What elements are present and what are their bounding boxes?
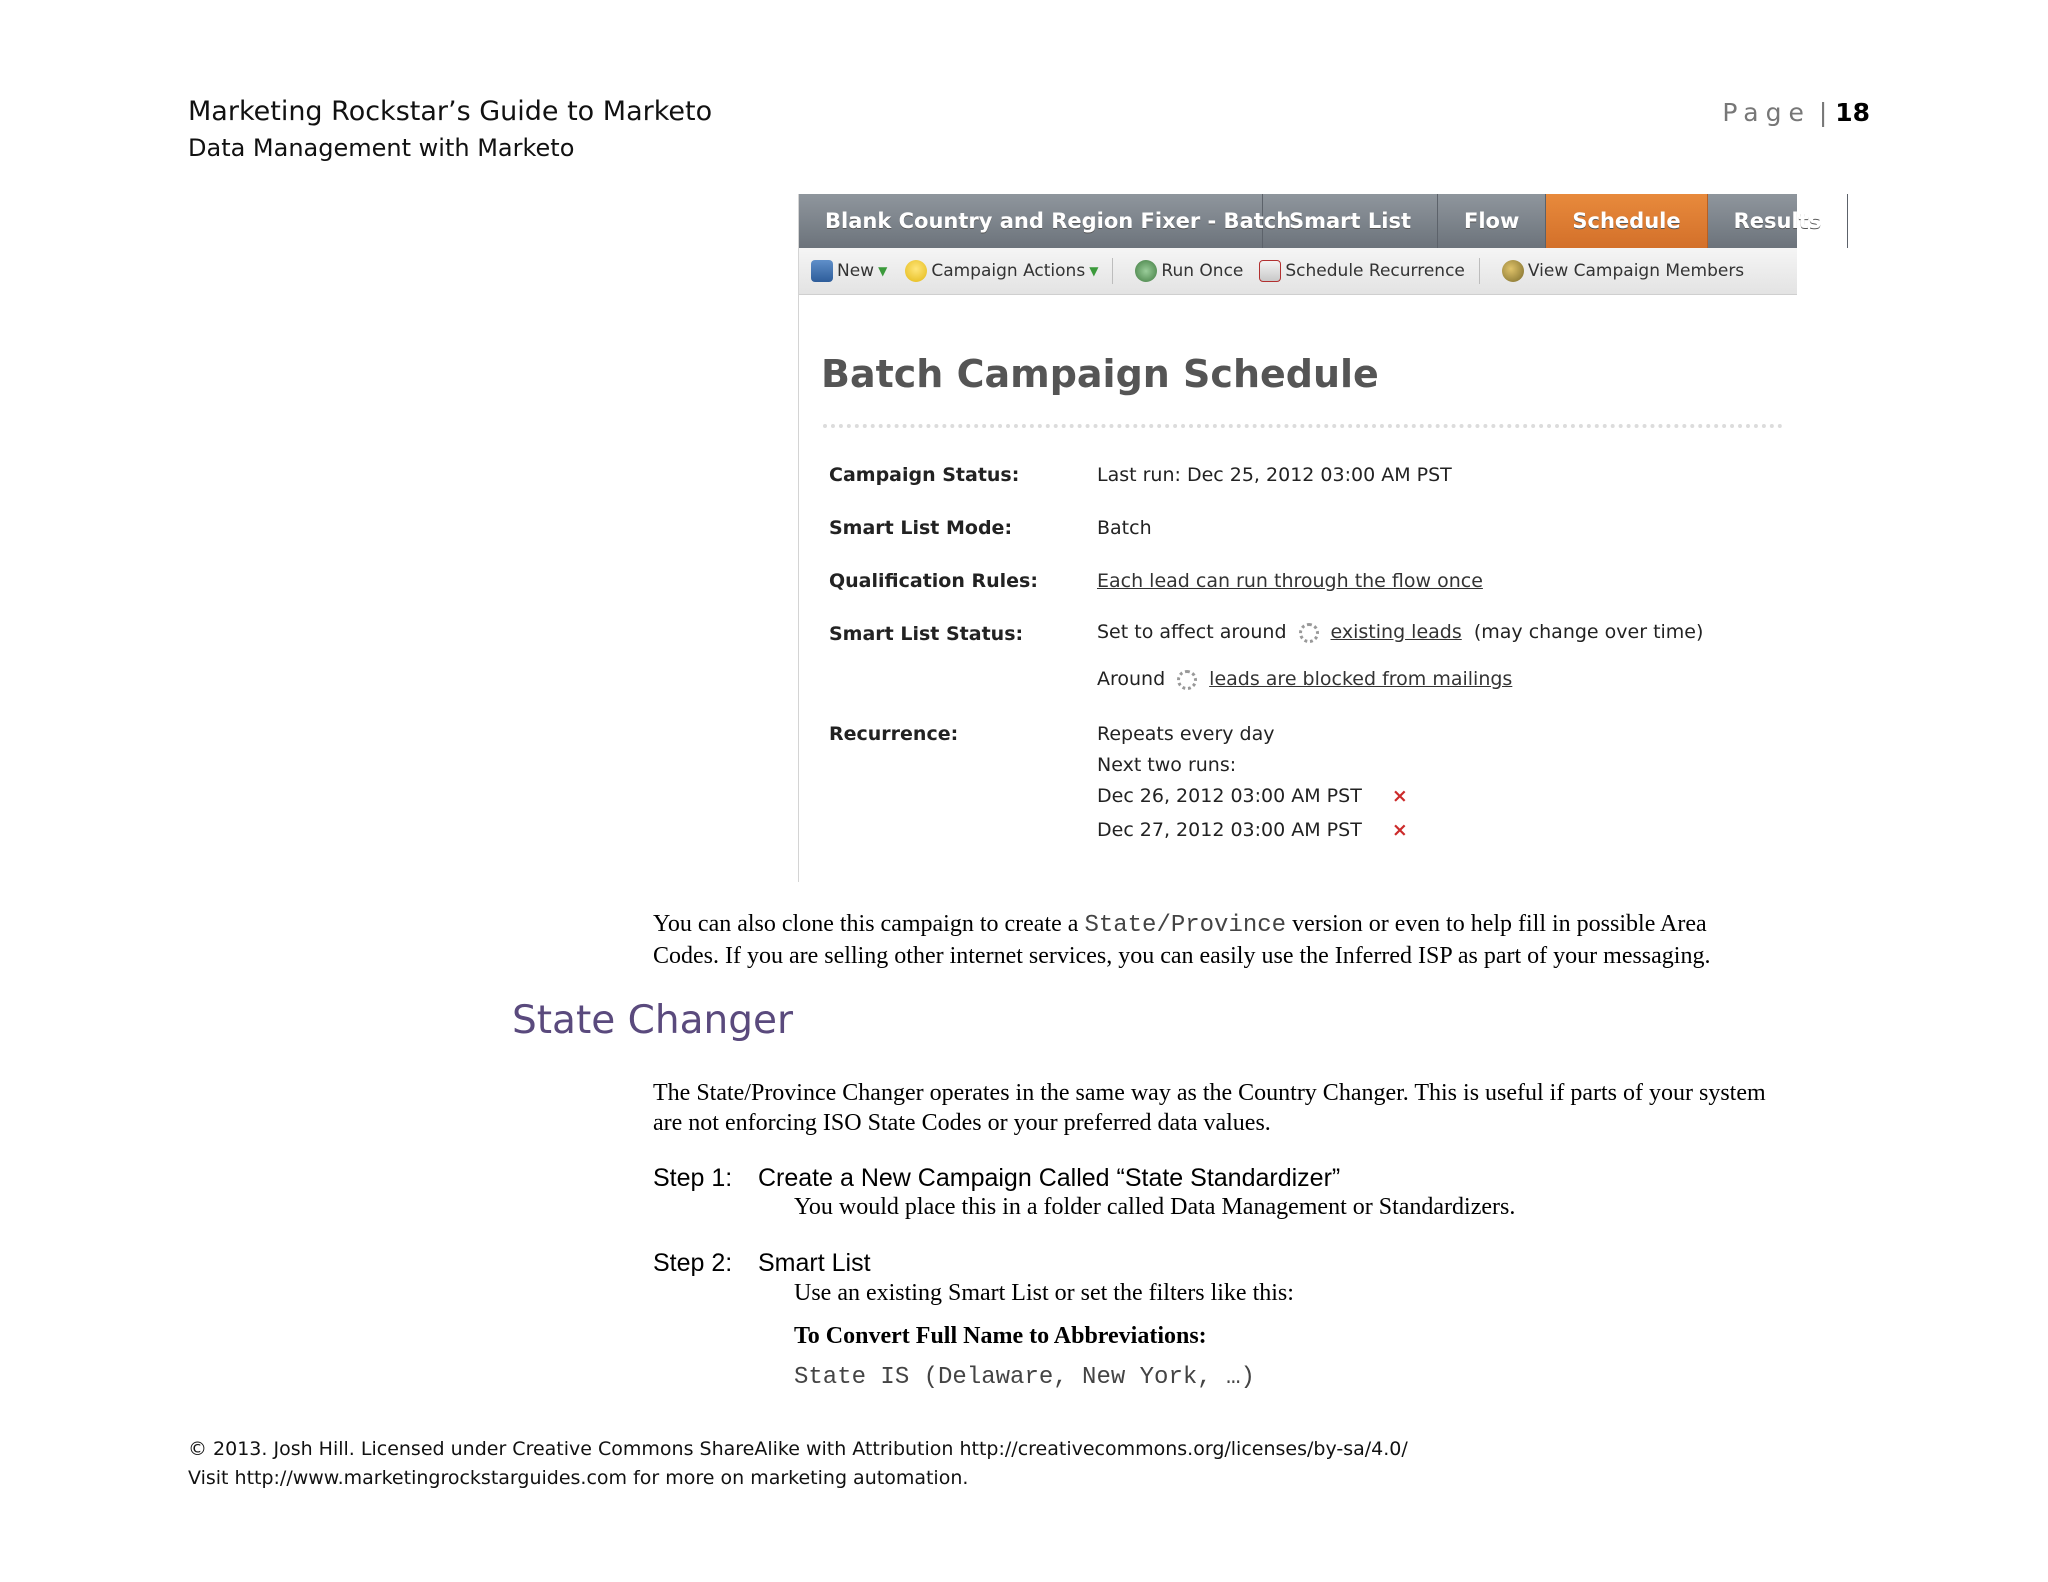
convert-heading: To Convert Full Name to Abbreviations: bbox=[794, 1323, 1207, 1349]
next-run-item bbox=[1097, 819, 1408, 841]
schedule-title: Batch Campaign Schedule bbox=[821, 352, 1379, 396]
next-run-date: Dec 26, 2012 03:00 AM PST bbox=[1097, 785, 1362, 807]
blocked-leads-value bbox=[1097, 668, 1512, 690]
tab-schedule[interactable]: Schedule bbox=[1546, 194, 1707, 248]
set-to-affect-text: Set to affect around bbox=[1097, 621, 1287, 643]
run-once-label: Run Once bbox=[1161, 261, 1244, 281]
toolbar-divider bbox=[1112, 258, 1113, 284]
remove-run-icon[interactable]: × bbox=[1391, 819, 1408, 841]
remove-run-icon[interactable]: × bbox=[1391, 785, 1408, 807]
step-title: Smart List bbox=[758, 1249, 871, 1277]
clone-paragraph-line1 bbox=[653, 909, 1710, 941]
smart-list-mode-label: Smart List Mode: bbox=[829, 517, 1013, 539]
new-label: New bbox=[837, 261, 875, 281]
chevron-down-icon: ▼ bbox=[878, 264, 888, 278]
paragraph-line: The State/Province Changer operates in the same way as the Country Changer. This is useful if parts of your system bbox=[653, 1080, 1766, 1106]
inline-code: State/Province bbox=[1084, 912, 1287, 939]
step-number: Step 2: bbox=[653, 1249, 733, 1277]
loading-spinner-icon bbox=[1299, 623, 1319, 643]
step-1-heading bbox=[653, 1164, 1340, 1193]
page-label: Page bbox=[1722, 98, 1811, 127]
smart-list-mode-value: Batch bbox=[1097, 517, 1152, 539]
next-run-item bbox=[1097, 785, 1408, 807]
may-change-text: (may change over time) bbox=[1473, 621, 1704, 643]
campaign-toolbar bbox=[799, 248, 1797, 295]
toolbar-divider bbox=[1479, 258, 1480, 284]
step-1-text: You would place this in a folder called Data Management or Standardizers. bbox=[794, 1194, 1516, 1220]
around-text: Around bbox=[1097, 668, 1166, 690]
loading-spinner-icon bbox=[1177, 670, 1197, 690]
next-run-date: Dec 27, 2012 03:00 AM PST bbox=[1097, 819, 1362, 841]
text-span: version or even to help fill in possible Area bbox=[1292, 911, 1707, 937]
page-separator: | bbox=[1818, 98, 1828, 127]
paragraph-line: are not enforcing ISO State Codes or your preferred data values. bbox=[653, 1110, 1271, 1136]
step-title: Create a New Campaign Called “State Standardizer” bbox=[758, 1164, 1341, 1192]
section-heading: State Changer bbox=[512, 998, 793, 1043]
view-campaign-members-button[interactable] bbox=[1502, 260, 1744, 282]
page-indicator bbox=[1722, 98, 1870, 127]
state-changer-paragraph bbox=[653, 1078, 1766, 1138]
qualification-rules-link[interactable]: Each lead can run through the flow once bbox=[1097, 570, 1483, 592]
new-icon bbox=[811, 260, 833, 282]
chevron-down-icon: ▼ bbox=[1089, 264, 1099, 278]
qualification-rules-label: Qualification Rules: bbox=[829, 570, 1038, 592]
run-once-button[interactable] bbox=[1135, 260, 1243, 282]
step-2-text: Use an existing Smart List or set the filters like this: bbox=[794, 1280, 1294, 1306]
recurrence-label: Recurrence: bbox=[829, 723, 959, 745]
campaign-status-label: Campaign Status: bbox=[829, 464, 1020, 486]
next-runs-label: Next two runs: bbox=[1097, 754, 1237, 776]
tab-smart-list[interactable]: Smart List bbox=[1263, 194, 1438, 248]
tab-results[interactable]: Results bbox=[1708, 194, 1849, 248]
campaign-actions-label: Campaign Actions bbox=[931, 261, 1086, 281]
campaign-actions-button[interactable] bbox=[905, 260, 1098, 282]
view-members-label: View Campaign Members bbox=[1527, 261, 1745, 281]
tab-flow[interactable]: Flow bbox=[1438, 194, 1546, 248]
calendar-icon bbox=[1259, 260, 1281, 282]
tab-campaign-name[interactable]: Blank Country and Region Fixer - Batch bbox=[799, 194, 1263, 248]
clone-paragraph bbox=[653, 909, 1710, 971]
footer-license: © 2013. Josh Hill. Licensed under Creative Commons ShareAlike with Attribution http://creativecommons.org/licenses/by-sa/4.0/ bbox=[188, 1438, 1408, 1460]
campaign-tab-bar bbox=[799, 194, 1822, 248]
lightbulb-icon bbox=[905, 260, 927, 282]
document-title: Marketing Rockstar’s Guide to Marketo bbox=[188, 96, 713, 127]
schedule-recurrence-button[interactable] bbox=[1259, 260, 1465, 282]
step-number: Step 1: bbox=[653, 1164, 733, 1192]
members-icon bbox=[1502, 260, 1524, 282]
document-subtitle: Data Management with Marketo bbox=[188, 134, 575, 162]
schedule-recurrence-label: Schedule Recurrence bbox=[1285, 261, 1465, 281]
smart-list-status-label: Smart List Status: bbox=[829, 623, 1024, 645]
text-span: You can also clone this campaign to create a bbox=[653, 911, 1079, 937]
clone-paragraph-line2: Codes. If you are selling other internet services, you can easily use the Inferred ISP as part of your messaging. bbox=[653, 943, 1711, 969]
campaign-status-value: Last run: Dec 25, 2012 03:00 AM PST bbox=[1097, 464, 1452, 486]
existing-leads-link[interactable]: existing leads bbox=[1330, 621, 1462, 643]
dotted-divider bbox=[823, 424, 1783, 428]
campaign-schedule-screenshot bbox=[798, 194, 1822, 882]
blocked-leads-link[interactable]: leads are blocked from mailings bbox=[1209, 668, 1513, 690]
footer-visit: Visit http://www.marketingrockstarguides.com for more on marketing automation. bbox=[188, 1467, 969, 1489]
smart-list-status-value bbox=[1097, 621, 1703, 643]
page-number: 18 bbox=[1835, 98, 1870, 127]
run-icon bbox=[1135, 260, 1157, 282]
step-2-heading bbox=[653, 1249, 871, 1278]
recurrence-repeats: Repeats every day bbox=[1097, 723, 1275, 745]
new-button[interactable] bbox=[811, 260, 887, 282]
code-line: State IS (Delaware, New York, …) bbox=[794, 1364, 1255, 1391]
